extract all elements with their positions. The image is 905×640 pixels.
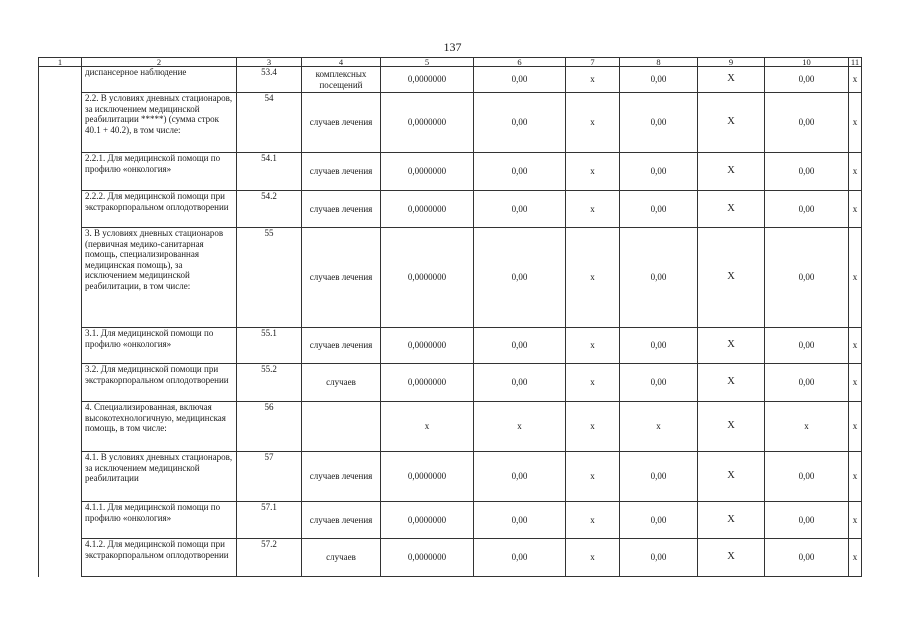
column-header: 3 <box>237 58 302 67</box>
row-value-col11: х <box>849 153 862 191</box>
row-value-col7: х <box>566 328 620 364</box>
row-name: 4.1.2. Для медицинской помощи при экстракорпоральном оплодотворении <box>82 539 237 577</box>
row-code: 54 <box>237 93 302 153</box>
row-code: 57.2 <box>237 539 302 577</box>
row-unit: случаев лечения <box>302 191 381 228</box>
row-value-col10: 0,00 <box>765 452 849 502</box>
table-row <box>39 402 862 452</box>
row-value-col5: 0,0000000 <box>381 191 474 228</box>
row-unit: случаев лечения <box>302 228 381 328</box>
row-value-col9: Х <box>698 191 765 228</box>
row-value-col7: х <box>566 191 620 228</box>
row-name: 3.1. Для медицинской помощи по профилю «онкология» <box>82 328 237 364</box>
row-value-col6: 0,00 <box>474 228 566 328</box>
column-header: 10 <box>765 58 849 67</box>
row-value-col10: 0,00 <box>765 93 849 153</box>
row-unit: случаев лечения <box>302 153 381 191</box>
row-value-col8: 0,00 <box>620 328 698 364</box>
row-value-col10: 0,00 <box>765 228 849 328</box>
column-number-header-row <box>39 58 862 67</box>
row-unit: случаев лечения <box>302 452 381 502</box>
row-value-col7: х <box>566 452 620 502</box>
row-unit: случаев лечения <box>302 93 381 153</box>
row-value-col8: 0,00 <box>620 67 698 93</box>
row-value-col8: 0,00 <box>620 191 698 228</box>
row-value-col11: х <box>849 539 862 577</box>
row-name: 2.2.2. Для медицинской помощи при экстракорпоральном оплодотворении <box>82 191 237 228</box>
row-value-col5: 0,0000000 <box>381 228 474 328</box>
row-unit: случаев лечения <box>302 502 381 539</box>
row-value-col9: Х <box>698 228 765 328</box>
page-number: 137 <box>443 40 462 54</box>
row-value-col5: 0,0000000 <box>381 364 474 402</box>
row-value-col7: х <box>566 502 620 539</box>
row-value-col5: 0,0000000 <box>381 539 474 577</box>
row-value-col6: 0,00 <box>474 67 566 93</box>
row-value-col9: Х <box>698 328 765 364</box>
row-value-col11: х <box>849 228 862 328</box>
table-row <box>39 93 862 153</box>
row-value-col6: х <box>474 402 566 452</box>
row-value-col11: х <box>849 93 862 153</box>
column-header: 2 <box>82 58 237 67</box>
row-value-col8: 0,00 <box>620 153 698 191</box>
row-value-col6: 0,00 <box>474 539 566 577</box>
row-value-col10: 0,00 <box>765 539 849 577</box>
column-header: 7 <box>566 58 620 67</box>
row-value-col11: х <box>849 452 862 502</box>
row-value-col6: 0,00 <box>474 364 566 402</box>
table-row <box>39 502 862 539</box>
row-code: 55 <box>237 228 302 328</box>
row-value-col8: 0,00 <box>620 364 698 402</box>
row-unit: случаев лечения <box>302 328 381 364</box>
row-value-col9: Х <box>698 402 765 452</box>
row-name: 3.2. Для медицинской помощи при экстракорпоральном оплодотворении <box>82 364 237 402</box>
row-value-col10: 0,00 <box>765 364 849 402</box>
row-code: 54.1 <box>237 153 302 191</box>
row-name: диспансерное наблюдение <box>82 67 237 93</box>
row-code: 54.2 <box>237 191 302 228</box>
row-value-col10: 0,00 <box>765 67 849 93</box>
row-value-col5: 0,0000000 <box>381 452 474 502</box>
row-value-col7: х <box>566 364 620 402</box>
column-header: 8 <box>620 58 698 67</box>
row-value-col9: Х <box>698 452 765 502</box>
row-value-col6: 0,00 <box>474 93 566 153</box>
data-table <box>38 57 862 577</box>
row-value-col9: Х <box>698 93 765 153</box>
row-name: 4.1.1. Для медицинской помощи по профилю «онкология» <box>82 502 237 539</box>
row-code: 57.1 <box>237 502 302 539</box>
column-header: 11 <box>849 58 862 67</box>
empty-column-cell <box>39 67 82 577</box>
row-name: 4.1. В условиях дневных стационаров, за исключением медицинской реабилитации <box>82 452 237 502</box>
column-header: 1 <box>39 58 82 67</box>
row-value-col11: х <box>849 402 862 452</box>
row-value-col7: х <box>566 93 620 153</box>
row-code: 57 <box>237 452 302 502</box>
column-header: 6 <box>474 58 566 67</box>
row-value-col8: х <box>620 402 698 452</box>
row-value-col5: 0,0000000 <box>381 93 474 153</box>
table-row <box>39 228 862 328</box>
row-value-col5: 0,0000000 <box>381 67 474 93</box>
row-value-col7: х <box>566 228 620 328</box>
row-value-col9: Х <box>698 67 765 93</box>
row-value-col9: Х <box>698 539 765 577</box>
row-unit: случаев <box>302 364 381 402</box>
row-value-col7: х <box>566 67 620 93</box>
row-name: 4. Специализированная, включая высокотехнологичную, медицинская помощь, в том числе: <box>82 402 237 452</box>
row-value-col7: х <box>566 539 620 577</box>
row-value-col6: 0,00 <box>474 502 566 539</box>
row-value-col5: 0,0000000 <box>381 153 474 191</box>
row-name: 2.2.1. Для медицинской помощи по профилю «онкология» <box>82 153 237 191</box>
row-value-col6: 0,00 <box>474 452 566 502</box>
row-unit: случаев <box>302 539 381 577</box>
row-value-col10: х <box>765 402 849 452</box>
row-value-col9: Х <box>698 364 765 402</box>
table-row <box>39 364 862 402</box>
table-row <box>39 191 862 228</box>
row-code: 55.2 <box>237 364 302 402</box>
row-value-col10: 0,00 <box>765 153 849 191</box>
row-value-col10: 0,00 <box>765 328 849 364</box>
row-value-col6: 0,00 <box>474 153 566 191</box>
row-name: 2.2. В условиях дневных стационаров, за исключением медицинской реабилитации *****) (сумма строк 40.1 + 40.2), в том числе: <box>82 93 237 153</box>
row-value-col8: 0,00 <box>620 502 698 539</box>
row-code: 55.1 <box>237 328 302 364</box>
row-value-col11: х <box>849 328 862 364</box>
row-value-col6: 0,00 <box>474 328 566 364</box>
row-value-col9: Х <box>698 153 765 191</box>
row-value-col11: х <box>849 502 862 539</box>
row-value-col5: 0,0000000 <box>381 502 474 539</box>
row-value-col10: 0,00 <box>765 191 849 228</box>
row-value-col7: х <box>566 402 620 452</box>
row-value-col5: 0,0000000 <box>381 328 474 364</box>
column-header: 5 <box>381 58 474 67</box>
row-value-col8: 0,00 <box>620 93 698 153</box>
row-value-col11: х <box>849 67 862 93</box>
row-value-col8: 0,00 <box>620 228 698 328</box>
row-value-col6: 0,00 <box>474 191 566 228</box>
table-row <box>39 539 862 577</box>
table-row <box>39 328 862 364</box>
row-value-col11: х <box>849 364 862 402</box>
row-value-col7: х <box>566 153 620 191</box>
row-value-col10: 0,00 <box>765 502 849 539</box>
row-unit <box>302 402 381 452</box>
row-value-col8: 0,00 <box>620 539 698 577</box>
row-value-col11: х <box>849 191 862 228</box>
row-code: 53.4 <box>237 67 302 93</box>
table-row <box>39 153 862 191</box>
row-value-col5: х <box>381 402 474 452</box>
row-unit: комплексных посещений <box>302 67 381 93</box>
row-value-col8: 0,00 <box>620 452 698 502</box>
column-header: 4 <box>302 58 381 67</box>
row-value-col9: Х <box>698 502 765 539</box>
row-code: 56 <box>237 402 302 452</box>
table-row <box>39 67 862 93</box>
table-row <box>39 452 862 502</box>
column-header: 9 <box>698 58 765 67</box>
row-name: 3. В условиях дневных стационаров (первичная медико-санитарная помощь, специализированная медицинская помощь), за исключением медицинской реабилитации, в том числе: <box>82 228 237 328</box>
